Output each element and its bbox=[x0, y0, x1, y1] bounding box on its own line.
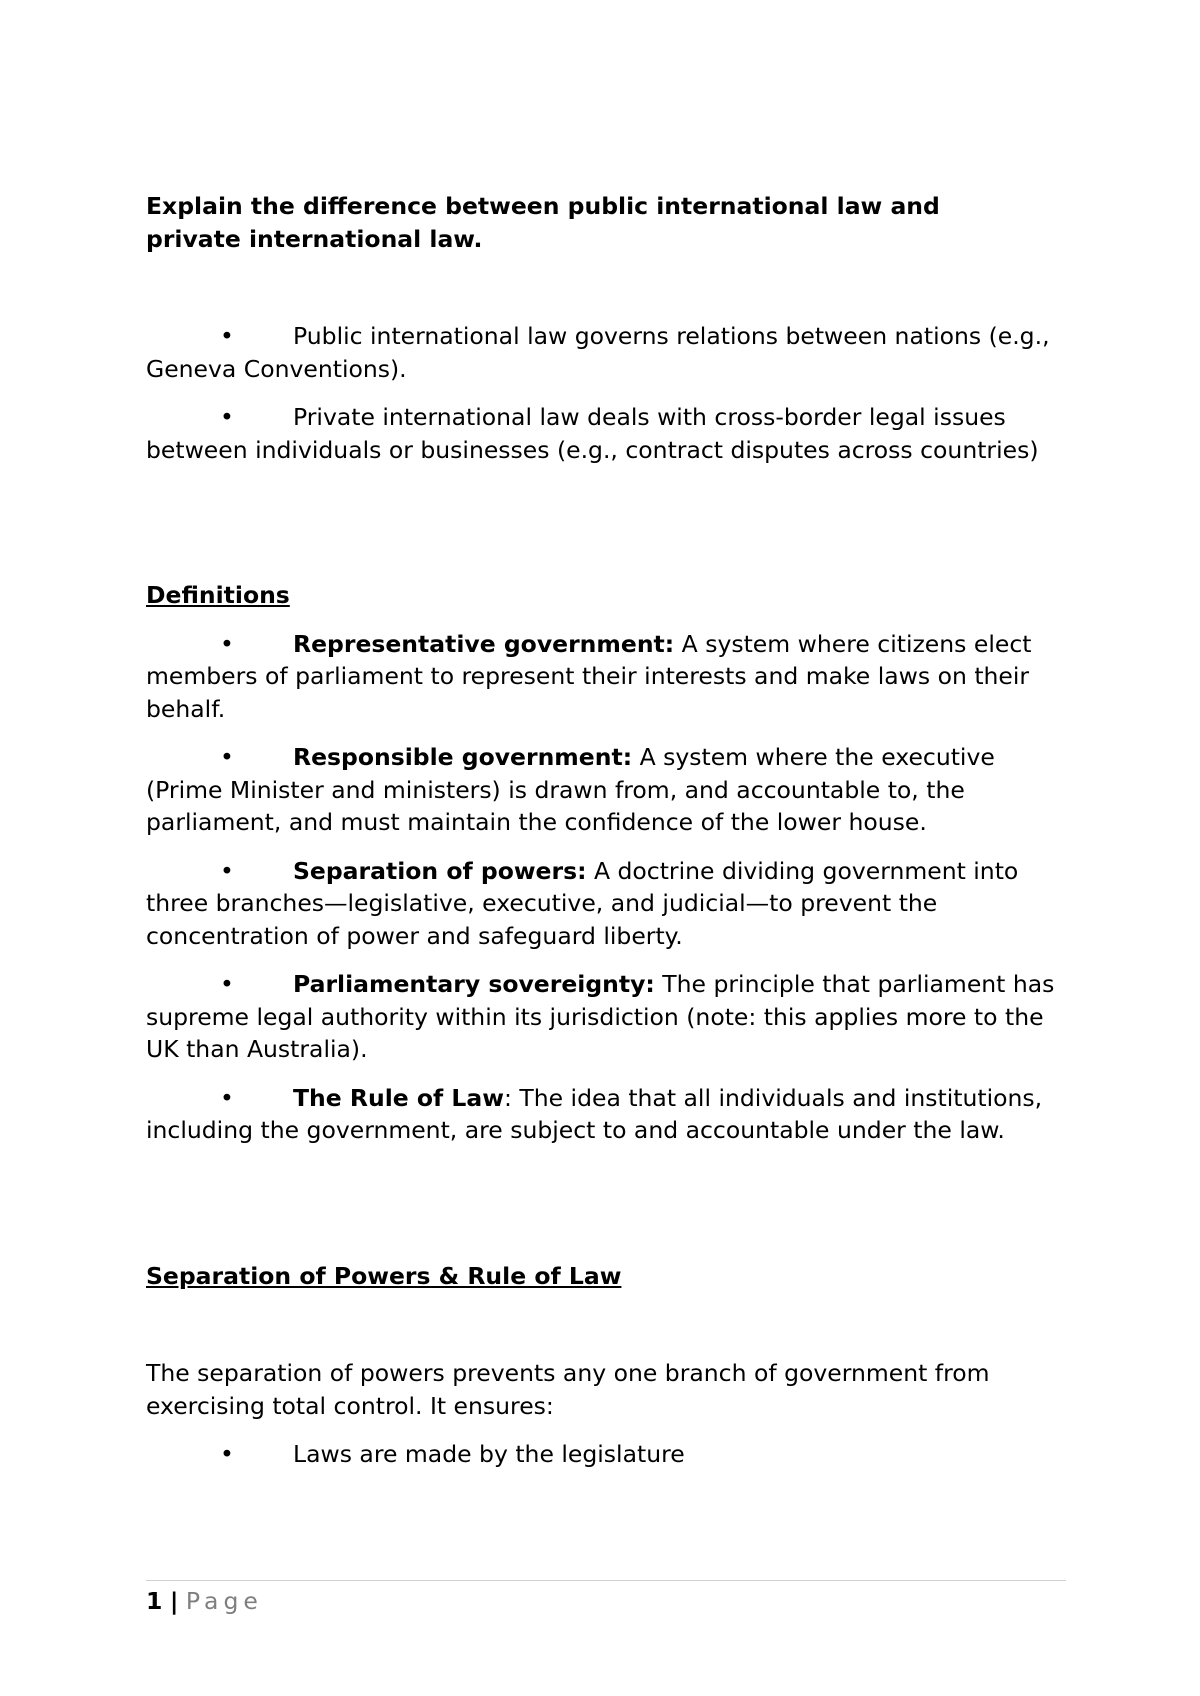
definition-term: Representative government: bbox=[293, 629, 675, 658]
footer-separator: | bbox=[169, 1587, 179, 1615]
page-footer bbox=[146, 1585, 263, 1617]
definition-term: Responsible government: bbox=[293, 743, 633, 771]
definition-text: A doctrine dividing government into three branches—legislative, executive, and judicial—to prevent the concentration of power and safeguard liberty. bbox=[146, 856, 1019, 950]
bullet-icon: • bbox=[220, 629, 234, 658]
question-heading bbox=[146, 190, 1066, 255]
bullet-icon: • bbox=[220, 403, 234, 431]
answer-text: Public international law governs relations between nations (e.g., Geneva Conventions). bbox=[146, 322, 1050, 383]
answer-text: Private international law deals with cross-border legal issues between individuals or businesses (e.g., contract disputes across countries) bbox=[146, 403, 1039, 464]
bullet-icon: • bbox=[220, 743, 234, 771]
definition-term: Parliamentary sovereignty: bbox=[293, 970, 655, 998]
page-label: Page bbox=[185, 1587, 263, 1615]
definition-item bbox=[146, 741, 1066, 839]
definition-item bbox=[146, 855, 1066, 953]
definition-text: : The idea that all individuals and institutions, including the government, are subject to and accountable under the law. bbox=[146, 1083, 1043, 1144]
definition-term: The Rule of Law bbox=[293, 1083, 504, 1112]
footer-divider bbox=[146, 1580, 1066, 1581]
bullet-icon: • bbox=[220, 970, 234, 998]
bullet-icon: • bbox=[220, 322, 234, 350]
bullet-icon: • bbox=[220, 1440, 234, 1468]
definition-text: A system where the executive (Prime Minister and ministers) is drawn from, and accountable to, the parliament, and must maintain the confidence of the lower house. bbox=[146, 743, 995, 836]
answer-bullet-private bbox=[146, 401, 1066, 466]
definition-text: The principle that parliament has supreme legal authority within its jurisdiction (note: this applies more to the UK than Australia). bbox=[146, 970, 1055, 1063]
page-number: 1 bbox=[146, 1587, 163, 1615]
definition-term: Separation of powers: bbox=[293, 856, 587, 885]
bullet-icon: • bbox=[220, 856, 234, 885]
definition-text: A system where citizens elect members of parliament to represent their interests and make laws on their behalf. bbox=[146, 629, 1032, 723]
definition-item bbox=[146, 1082, 1066, 1147]
separation-intro: The separation of powers prevents any one branch of government from exercising total control. It ensures: bbox=[146, 1359, 990, 1420]
definitions-heading: Definitions bbox=[146, 581, 290, 609]
separation-heading: Separation of Powers & Rule of Law bbox=[146, 1261, 622, 1290]
document-body bbox=[146, 190, 1066, 1471]
separation-item-text: Laws are made by the legislature bbox=[293, 1440, 685, 1468]
definition-item bbox=[146, 628, 1066, 726]
answer-bullet-public bbox=[146, 320, 1066, 385]
separation-item bbox=[146, 1438, 1066, 1471]
question-line-1: Explain the difference between public international law and bbox=[146, 192, 940, 220]
definition-item bbox=[146, 968, 1066, 1066]
question-line-2: private international law. bbox=[146, 224, 483, 253]
bullet-icon: • bbox=[220, 1083, 234, 1112]
